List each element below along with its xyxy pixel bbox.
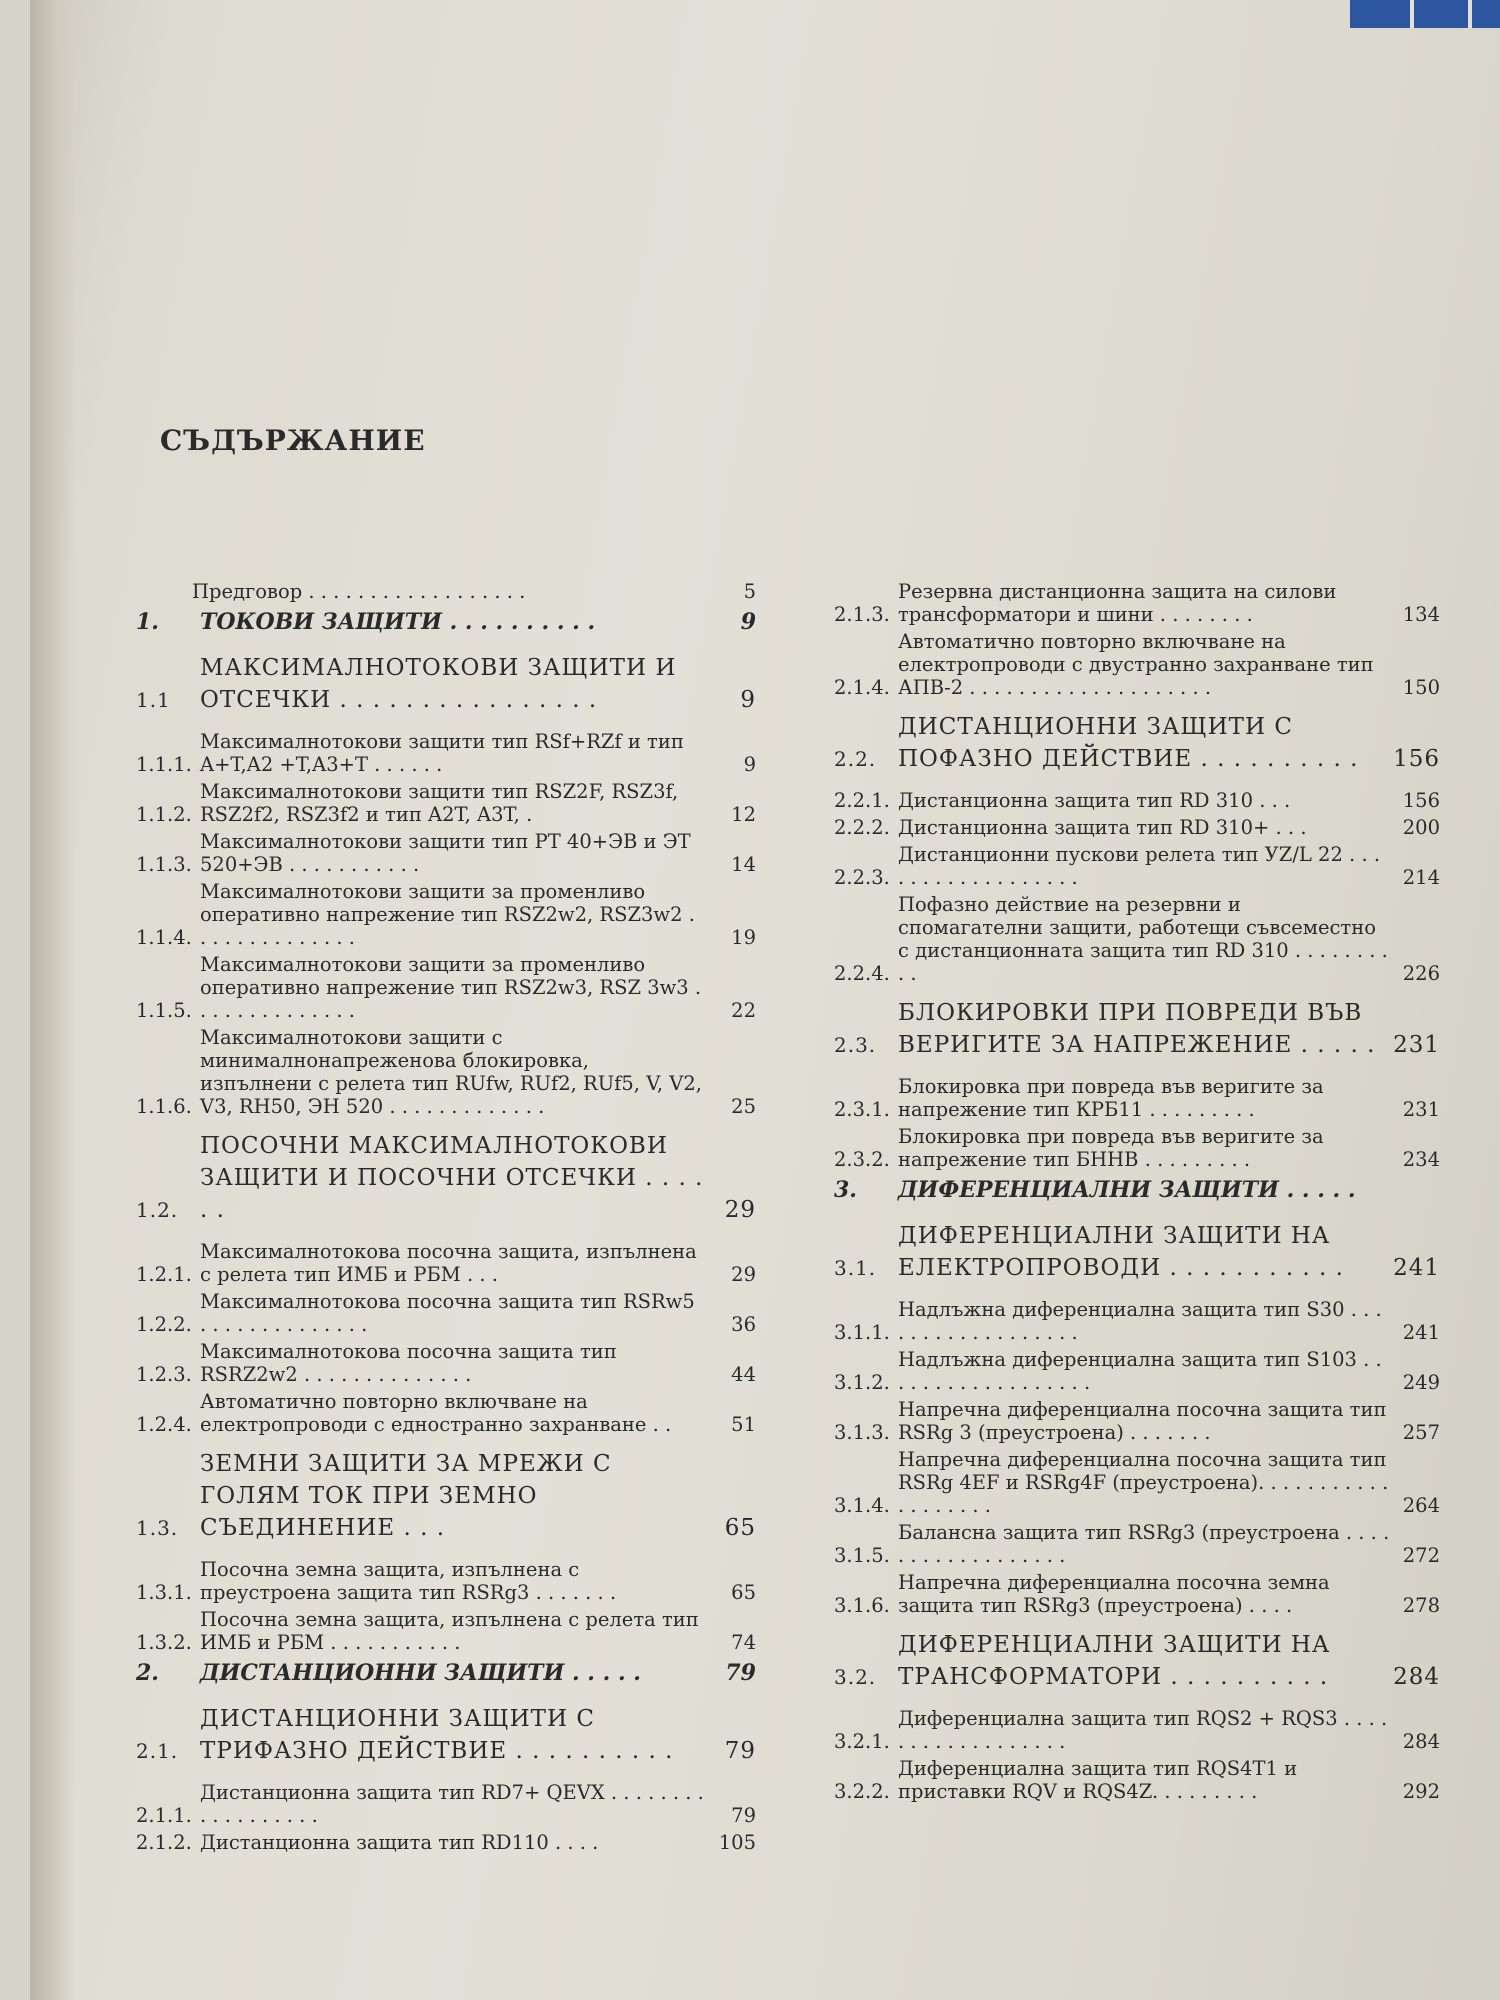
- toc-entry-number: 2.2.1.: [834, 789, 890, 812]
- toc-sub-entry: [834, 1398, 1440, 1444]
- toc-entry-title: Надлъжна диференциална защита тип S30 . . . . . . . . . . . . . . . . . .: [898, 1298, 1382, 1344]
- toc-entry-title: Пофазно действие на резервни и спомагателни защити, работещи съвсеместно с дистанционната защита тип RD 310 . . . . . . . . . .: [898, 893, 1388, 985]
- blue-corner-decoration: [1350, 0, 1500, 28]
- toc-entry-number: 1.: [136, 609, 159, 635]
- toc-entry-title: ТОКОВИ ЗАЩИТИ . . . . . . . . . .: [200, 609, 596, 635]
- toc-entry-title: МАКСИМАЛНОТОКОВИ ЗАЩИТИ И ОТСЕЧКИ . . . . . . . . . . . . . . . .: [200, 655, 677, 713]
- toc-sub-entry: [834, 630, 1440, 699]
- toc-entry-number: 2.2.4.: [834, 962, 890, 985]
- toc-entry-title: ДИСТАНЦИОННИ ЗАЩИТИ С ТРИФАЗНО ДЕЙСТВИЕ . . . . . . . . . .: [200, 1706, 674, 1764]
- toc-entry-page: 79: [725, 1660, 756, 1686]
- toc-sub-entry: [136, 1608, 756, 1654]
- toc-entry-title: Дистанционна защита тип RD 310+ . . .: [898, 816, 1307, 839]
- toc-chapter-entry: [136, 611, 756, 634]
- toc-entry-number: 1.3.: [136, 1516, 179, 1540]
- toc-entry-number: 2.1.3.: [834, 603, 890, 626]
- toc-sub-entry: [834, 1757, 1440, 1803]
- toc-sub-entry: [834, 1571, 1440, 1617]
- toc-section-entry: [834, 997, 1440, 1061]
- toc-entry-number: 1.2.: [136, 1198, 179, 1222]
- toc-entry-number: 3.1.4.: [834, 1494, 890, 1517]
- toc-entry-title: Резервна дистанционна защита на силови трансформатори и шини . . . . . . . .: [898, 580, 1337, 626]
- toc-entry-title: ДИСТАНЦИОННИ ЗАЩИТИ С ПОФАЗНО ДЕЙСТВИЕ . . . . . . . . . .: [898, 714, 1359, 772]
- toc-sub-entry: [834, 1707, 1440, 1753]
- toc-entry-title: Посочна земна защита, изпълнена с преустроена защита тип RSRg3 . . . . . . .: [200, 1558, 617, 1604]
- toc-sub-entry: [834, 1348, 1440, 1394]
- toc-entry-title: Диференциална защита тип RQS4T1 и приставки RQV и RQS4Z. . . . . . . . .: [898, 1757, 1298, 1803]
- toc-entry-page: 231: [1393, 1032, 1440, 1058]
- toc-entry-number: 2.1.1.: [136, 1804, 192, 1827]
- toc-sub-entry: [834, 843, 1440, 889]
- toc-entry-title: Напречна диференциална посочна защита тип RSRg 3 (преустроена) . . . . . . .: [898, 1398, 1387, 1444]
- toc-entry-page: 292: [1402, 1780, 1440, 1803]
- toc-sub-entry: [136, 1240, 756, 1286]
- toc-entry-number: 2.3.1.: [834, 1098, 890, 1121]
- toc-entry-number: 2.: [136, 1660, 159, 1686]
- toc-entry-number: 1.3.2.: [136, 1631, 192, 1654]
- toc-section-entry: [834, 711, 1440, 775]
- toc-entry-page: 14: [731, 853, 756, 876]
- toc-section-entry: [136, 652, 756, 716]
- toc-left-column: [136, 580, 756, 1858]
- toc-sub-entry: [136, 730, 756, 776]
- toc-entry-title: ЗЕМНИ ЗАЩИТИ ЗА МРЕЖИ С ГОЛЯМ ТОК ПРИ ЗЕМНО СЪЕДИНЕНИЕ . . .: [200, 1451, 612, 1541]
- toc-entry-page: 241: [1393, 1255, 1440, 1281]
- toc-entry-title: БЛОКИРОВКИ ПРИ ПОВРЕДИ ВЪВ ВЕРИГИТЕ ЗА НАПРЕЖЕНИЕ . . . . .: [898, 1000, 1376, 1058]
- toc-entry-page: 44: [731, 1363, 756, 1386]
- toc-entry-page: 134: [1402, 603, 1440, 626]
- toc-sub-entry: [834, 789, 1440, 812]
- toc-sub-entry: [136, 1026, 756, 1118]
- toc-entry-number: 1.1.1.: [136, 753, 192, 776]
- toc-entry-page: 12: [731, 803, 756, 826]
- toc-entry-title: ДИФЕРЕНЦИАЛНИ ЗАЩИТИ . . . . .: [898, 1177, 1356, 1203]
- toc-sub-entry: [136, 1831, 756, 1854]
- toc-entry-title: Предговор . . . . . . . . . . . . . . . . . .: [192, 580, 526, 603]
- toc-entry-title: Максималнотокови защити за променливо оперативно напрежение тип RSZ2w3, RSZ 3w3 . . . . . . . . . . . . . .: [200, 953, 702, 1022]
- toc-entry-page: 65: [724, 1515, 756, 1541]
- toc-entry-page: 25: [731, 1095, 756, 1118]
- toc-entry-page: 226: [1402, 962, 1440, 985]
- toc-entry-title: Дистанционни пускови релета тип УZ/L 22 . . . . . . . . . . . . . . . . . .: [898, 843, 1381, 889]
- toc-entry-number: 2.2.2.: [834, 816, 890, 839]
- toc-entry-title: Напречна диференциална посочна защита тип RSRg 4EF и RSRg4F (преустроена). . . . . . . . . . . . . . . . . . .: [898, 1448, 1389, 1517]
- toc-sub-entry: [136, 580, 756, 603]
- toc-section-entry: [834, 1220, 1440, 1284]
- toc-entry-title: Блокировка при повреда във веригите за напрежение тип КРБ11 . . . . . . . . .: [898, 1075, 1324, 1121]
- toc-entry-number: 1.1.6.: [136, 1095, 192, 1118]
- toc-entry-number: 2.1.4.: [834, 676, 890, 699]
- page-title: СЪДЪРЖАНИЕ: [160, 424, 426, 457]
- toc-entry-number: 3.1.6.: [834, 1594, 890, 1617]
- toc-sub-entry: [834, 893, 1440, 985]
- toc-sub-entry: [834, 1298, 1440, 1344]
- toc-entry-page: 156: [1402, 789, 1440, 812]
- toc-entry-title: Максималнотокови защити за променливо оперативно напрежение тип RSZ2w2, RSZ3w2 . . . . . . . . . . . . . .: [200, 880, 695, 949]
- toc-entry-title: Максималнотокови защити тип RSZ2F, RSZ3f, RSZ2f2, RSZ3f2 и тип A2T, A3T, .: [200, 780, 679, 826]
- toc-entry-number: 3.1.5.: [834, 1544, 890, 1567]
- toc-entry-title: Дистанционна защита тип RD110 . . . .: [200, 1831, 599, 1854]
- toc-entry-number: 1.1.5.: [136, 999, 192, 1022]
- toc-section-entry: [136, 1130, 756, 1226]
- toc-sub-entry: [834, 1448, 1440, 1517]
- toc-entry-number: 3.2.: [834, 1665, 877, 1689]
- toc-entry-title: Блокировка при повреда във веригите за напрежение тип БННВ . . . . . . . . .: [898, 1125, 1324, 1171]
- toc-entry-title: Диференциална защита тип RQS2 + RQS3 . . . . . . . . . . . . . . . . . .: [898, 1707, 1388, 1753]
- toc-entry-page: 79: [731, 1804, 756, 1827]
- toc-entry-number: 3.1.3.: [834, 1421, 890, 1444]
- toc-entry-page: 5: [743, 580, 756, 603]
- toc-entry-title: Напречна диференциална посочна земна защита тип RSRg3 (преустроена) . . . .: [898, 1571, 1330, 1617]
- toc-entry-title: ДИФЕРЕНЦИАЛНИ ЗАЩИТИ НА ЕЛЕКТРОПРОВОДИ . . . . . . . . . . .: [898, 1223, 1344, 1281]
- toc-entry-title: Дистанционна защита тип RD7+ QEVX . . . . . . . . . . . . . . . . . .: [200, 1781, 704, 1827]
- toc-entry-page: 9: [743, 753, 756, 776]
- toc-sub-entry: [834, 1521, 1440, 1567]
- toc-entry-number: 3.1.: [834, 1256, 877, 1280]
- toc-entry-title: Надлъжна диференциална защита тип S103 . . . . . . . . . . . . . . . . . .: [898, 1348, 1382, 1394]
- toc-entry-page: 9: [740, 609, 756, 635]
- toc-entry-page: 272: [1402, 1544, 1440, 1567]
- toc-entry-number: 2.3.2.: [834, 1148, 890, 1171]
- toc-entry-number: 2.1.2.: [136, 1831, 192, 1854]
- toc-entry-page: 284: [1393, 1664, 1440, 1690]
- toc-entry-page: 150: [1402, 676, 1440, 699]
- toc-entry-title: Посочна земна защита, изпълнена с релета тип ИМБ и РБМ . . . . . . . . . . .: [200, 1608, 699, 1654]
- toc-entry-number: 1.3.1.: [136, 1581, 192, 1604]
- toc-entry-number: 2.2.: [834, 747, 877, 771]
- toc-entry-page: 156: [1393, 746, 1440, 772]
- toc-section-entry: [834, 1629, 1440, 1693]
- toc-entry-title: ПОСОЧНИ МАКСИМАЛНОТОКОВИ ЗАЩИТИ И ПОСОЧНИ ОТСЕЧКИ . . . . . .: [200, 1133, 704, 1223]
- toc-entry-title: Максималнотокова посочна защита тип RSRw5 . . . . . . . . . . . . . .: [200, 1290, 695, 1336]
- toc-entry-page: 51: [731, 1413, 756, 1436]
- toc-entry-number: 3.2.1.: [834, 1730, 890, 1753]
- toc-entry-page: 105: [718, 1831, 756, 1854]
- toc-entry-number: 1.2.1.: [136, 1263, 192, 1286]
- toc-sub-entry: [834, 580, 1440, 626]
- toc-entry-number: 1.2.4.: [136, 1413, 192, 1436]
- toc-entry-page: 200: [1402, 816, 1440, 839]
- toc-entry-title: Максималнотокови защити тип RSf+RZf и тип A+T,A2 +T,A3+T . . . . . .: [200, 730, 684, 776]
- toc-entry-page: 284: [1402, 1730, 1440, 1753]
- toc-section-entry: [136, 1703, 756, 1767]
- toc-entry-page: 9: [740, 687, 756, 713]
- toc-entry-title: ДИФЕРЕНЦИАЛНИ ЗАЩИТИ НА ТРАНСФОРМАТОРИ . . . . . . . . . .: [898, 1632, 1331, 1690]
- toc-entry-number: 1.1.4.: [136, 926, 192, 949]
- toc-entry-number: 1.2.3.: [136, 1363, 192, 1386]
- toc-sub-entry: [136, 1290, 756, 1336]
- toc-entry-number: 2.1.: [136, 1739, 179, 1763]
- toc-sub-entry: [136, 1558, 756, 1604]
- toc-section-entry: [136, 1448, 756, 1544]
- toc-sub-entry: [136, 880, 756, 949]
- page-edge-shadow: [30, 0, 76, 2000]
- toc-entry-number: 2.3.: [834, 1033, 877, 1057]
- toc-entry-page: 231: [1402, 1098, 1440, 1121]
- toc-entry-title: ДИСТАНЦИОННИ ЗАЩИТИ . . . . .: [200, 1660, 641, 1686]
- toc-sub-entry: [136, 780, 756, 826]
- toc-entry-title: Максималнотокова посочна защита, изпълнена с релета тип ИМБ и РБМ . . .: [200, 1240, 697, 1286]
- toc-entry-page: 278: [1402, 1594, 1440, 1617]
- toc-entry-title: Балансна защита тип RSRg3 (преустроена . . . . . . . . . . . . . . . . . .: [898, 1521, 1390, 1567]
- toc-entry-number: 3.: [834, 1177, 857, 1203]
- toc-entry-page: 29: [731, 1263, 756, 1286]
- toc-sub-entry: [136, 1390, 756, 1436]
- toc-sub-entry: [136, 1340, 756, 1386]
- toc-entry-title: Максималнотокови защити тип РТ 40+ЭВ и ЭТ 520+ЭВ . . . . . . . . . . .: [200, 830, 691, 876]
- toc-entry-page: 214: [1402, 866, 1440, 889]
- toc-entry-page: 29: [724, 1197, 756, 1223]
- toc-entry-number: 1.1: [136, 688, 171, 712]
- toc-sub-entry: [136, 953, 756, 1022]
- toc-entry-number: 3.1.2.: [834, 1371, 890, 1394]
- toc-sub-entry: [136, 1781, 756, 1827]
- toc-sub-entry: [136, 830, 756, 876]
- toc-entry-title: Максималнотокова посочна защита тип RSRZ2w2 . . . . . . . . . . . . . .: [200, 1340, 617, 1386]
- toc-entry-page: 249: [1402, 1371, 1440, 1394]
- toc-entry-page: 19: [731, 926, 756, 949]
- toc-entry-number: 1.2.2.: [136, 1313, 192, 1336]
- toc-entry-number: 3.1.1.: [834, 1321, 890, 1344]
- toc-sub-entry: [834, 1075, 1440, 1121]
- toc-entry-page: 74: [731, 1631, 756, 1654]
- toc-entry-page: 22: [731, 999, 756, 1022]
- toc-entry-number: 1.1.2.: [136, 803, 192, 826]
- toc-entry-page: 264: [1402, 1494, 1440, 1517]
- toc-entry-title: Максималнотокови защити с минималнонапреженова блокировка, изпълнени с релета тип RUfw, RUf2, RUf5, V, V2, V3, RH50, ЭН 520 . . . . . . . . . . . . .: [200, 1026, 702, 1118]
- toc-entry-page: 65: [731, 1581, 756, 1604]
- toc-entry-page: 234: [1402, 1148, 1440, 1171]
- toc-chapter-entry: [136, 1662, 756, 1685]
- toc-entry-page: 36: [731, 1313, 756, 1336]
- toc-chapter-entry: [834, 1179, 1440, 1202]
- toc-sub-entry: [834, 816, 1440, 839]
- toc-sub-entry: [834, 1125, 1440, 1171]
- toc-entry-number: 2.2.3.: [834, 866, 890, 889]
- toc-entry-title: Автоматично повторно включване на електропроводи с едностранно захранване . .: [200, 1390, 672, 1436]
- toc-entry-number: 1.1.3.: [136, 853, 192, 876]
- toc-entry-number: 3.2.2.: [834, 1780, 890, 1803]
- toc-entry-title: Дистанционна защита тип RD 310 . . .: [898, 789, 1291, 812]
- toc-right-column: [834, 580, 1440, 1807]
- toc-entry-page: 79: [724, 1738, 756, 1764]
- toc-entry-title: Автоматично повторно включване на електропроводи с двустранно захранване тип АПВ-2 . . . . . . . . . . . . . . . . . . . .: [898, 630, 1374, 699]
- toc-entry-page: 241: [1402, 1321, 1440, 1344]
- toc-entry-page: 257: [1402, 1421, 1440, 1444]
